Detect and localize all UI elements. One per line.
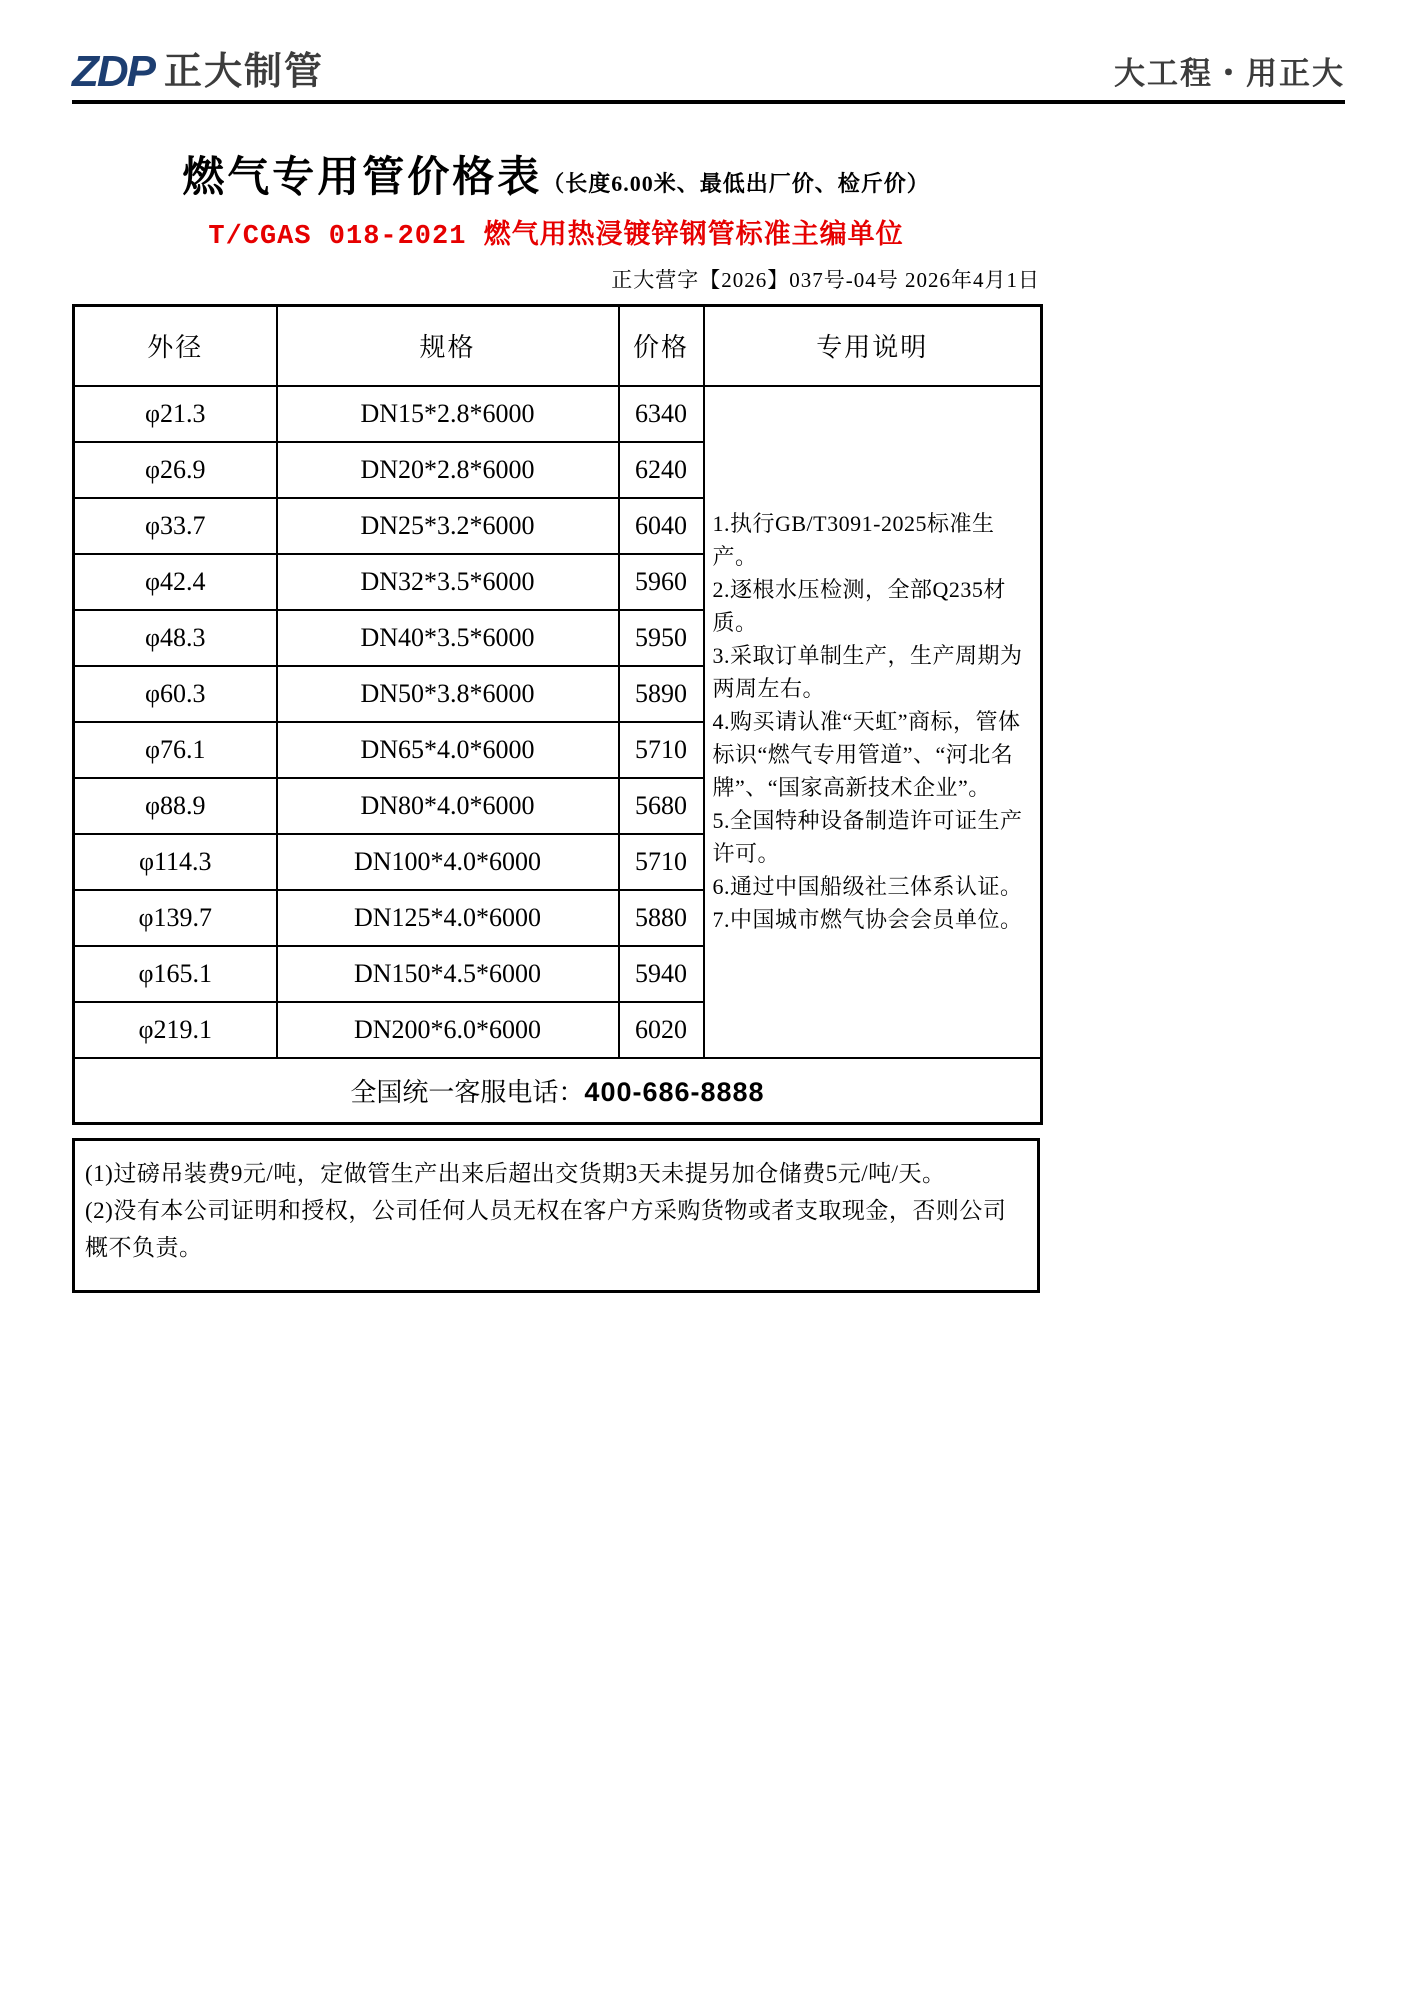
price-cell: 5950 [619, 610, 704, 666]
price-cell: 6340 [619, 386, 704, 442]
spec-cell: DN20*2.8*6000 [277, 442, 619, 498]
od-cell: φ219.1 [74, 1002, 277, 1058]
od-cell: φ48.3 [74, 610, 277, 666]
service-hotline-row [74, 1058, 1042, 1124]
table-header-row [74, 306, 1042, 386]
note-line: 1.执行GB/T3091-2025标准生产。 [712, 511, 995, 569]
special-notes-cell [704, 386, 1042, 1058]
page-title-note: （长度6.00米、最低出厂价、检斤价） [542, 171, 930, 196]
spec-cell: DN150*4.5*6000 [277, 946, 619, 1002]
service-hotline-number: 400-686-8888 [584, 1076, 765, 1107]
od-cell: φ21.3 [74, 386, 277, 442]
price-cell: 6240 [619, 442, 704, 498]
note-line: 5.全国特种设备制造许可证生产许可。 [712, 808, 1023, 866]
od-cell: φ88.9 [74, 778, 277, 834]
spec-cell: DN65*4.0*6000 [277, 722, 619, 778]
page-title: 燃气专用管价格表 [182, 155, 543, 201]
spec-cell: DN15*2.8*6000 [277, 386, 619, 442]
note-line: 3.采取订单制生产，生产周期为两周左右。 [712, 643, 1023, 701]
spec-cell: DN200*6.0*6000 [277, 1002, 619, 1058]
od-cell: φ114.3 [74, 834, 277, 890]
document-body [72, 128, 1040, 1293]
column-header-price: 价格 [619, 306, 704, 386]
note-line: 6.通过中国船级社三体系认证。 [712, 874, 1023, 899]
od-cell: φ26.9 [74, 442, 277, 498]
note-line: 4.购买请认准“天虹”商标，管体标识“燃气专用管道”、“河北名牌”、“国家高新技术企业”。 [712, 709, 1021, 800]
price-cell: 6020 [619, 1002, 704, 1058]
od-cell: φ42.4 [74, 554, 277, 610]
standard-subtitle: T/CGAS 018-2021 燃气用热浸镀锌钢管标准主编单位 [208, 222, 904, 252]
spec-cell: DN100*4.0*6000 [277, 834, 619, 890]
spec-cell: DN25*3.2*6000 [277, 498, 619, 554]
spec-cell: DN32*3.5*6000 [277, 554, 619, 610]
service-hotline-cell [74, 1058, 1042, 1124]
page-header [72, 47, 1345, 104]
price-cell: 5890 [619, 666, 704, 722]
brand-slogan: 大工程・用正大 [1114, 56, 1345, 91]
price-cell: 5710 [619, 722, 704, 778]
price-cell: 5680 [619, 778, 704, 834]
table-row [74, 386, 1042, 442]
od-cell: φ76.1 [74, 722, 277, 778]
od-cell: φ165.1 [74, 946, 277, 1002]
price-cell: 5960 [619, 554, 704, 610]
footer-note: (2)没有本公司证明和授权，公司任何人员无权在客户方采购货物或者支取现金，否则公司概不负责。 [85, 1198, 1007, 1260]
zdp-logo: ZDP [72, 47, 154, 96]
column-header-od: 外径 [74, 306, 277, 386]
document-number: 正大营字【2026】037号-04号 2026年4月1日 [611, 268, 1040, 292]
brand-name: 正大制管 [164, 51, 325, 93]
note-line: 2.逐根水压检测，全部Q235材质。 [712, 577, 1006, 635]
od-cell: φ139.7 [74, 890, 277, 946]
price-cell: 6040 [619, 498, 704, 554]
footer-notes-box [72, 1138, 1040, 1293]
brand-lockup [72, 47, 325, 96]
spec-cell: DN50*3.8*6000 [277, 666, 619, 722]
price-cell: 5880 [619, 890, 704, 946]
footer-note: (1)过磅吊装费9元/吨，定做管生产出来后超出交货期3天未提另加仓储费5元/吨/天。 [85, 1161, 946, 1186]
spec-cell: DN40*3.5*6000 [277, 610, 619, 666]
column-header-spec: 规格 [277, 306, 619, 386]
od-cell: φ33.7 [74, 498, 277, 554]
od-cell: φ60.3 [74, 666, 277, 722]
price-cell: 5940 [619, 946, 704, 1002]
service-hotline-label: 全国统一客服电话： [350, 1077, 585, 1107]
price-cell: 5710 [619, 834, 704, 890]
column-header-notes: 专用说明 [704, 306, 1042, 386]
title-line [72, 144, 1040, 204]
spec-cell: DN125*4.0*6000 [277, 890, 619, 946]
note-line: 7.中国城市燃气协会会员单位。 [712, 907, 1023, 932]
price-table [72, 304, 1043, 1125]
spec-cell: DN80*4.0*6000 [277, 778, 619, 834]
